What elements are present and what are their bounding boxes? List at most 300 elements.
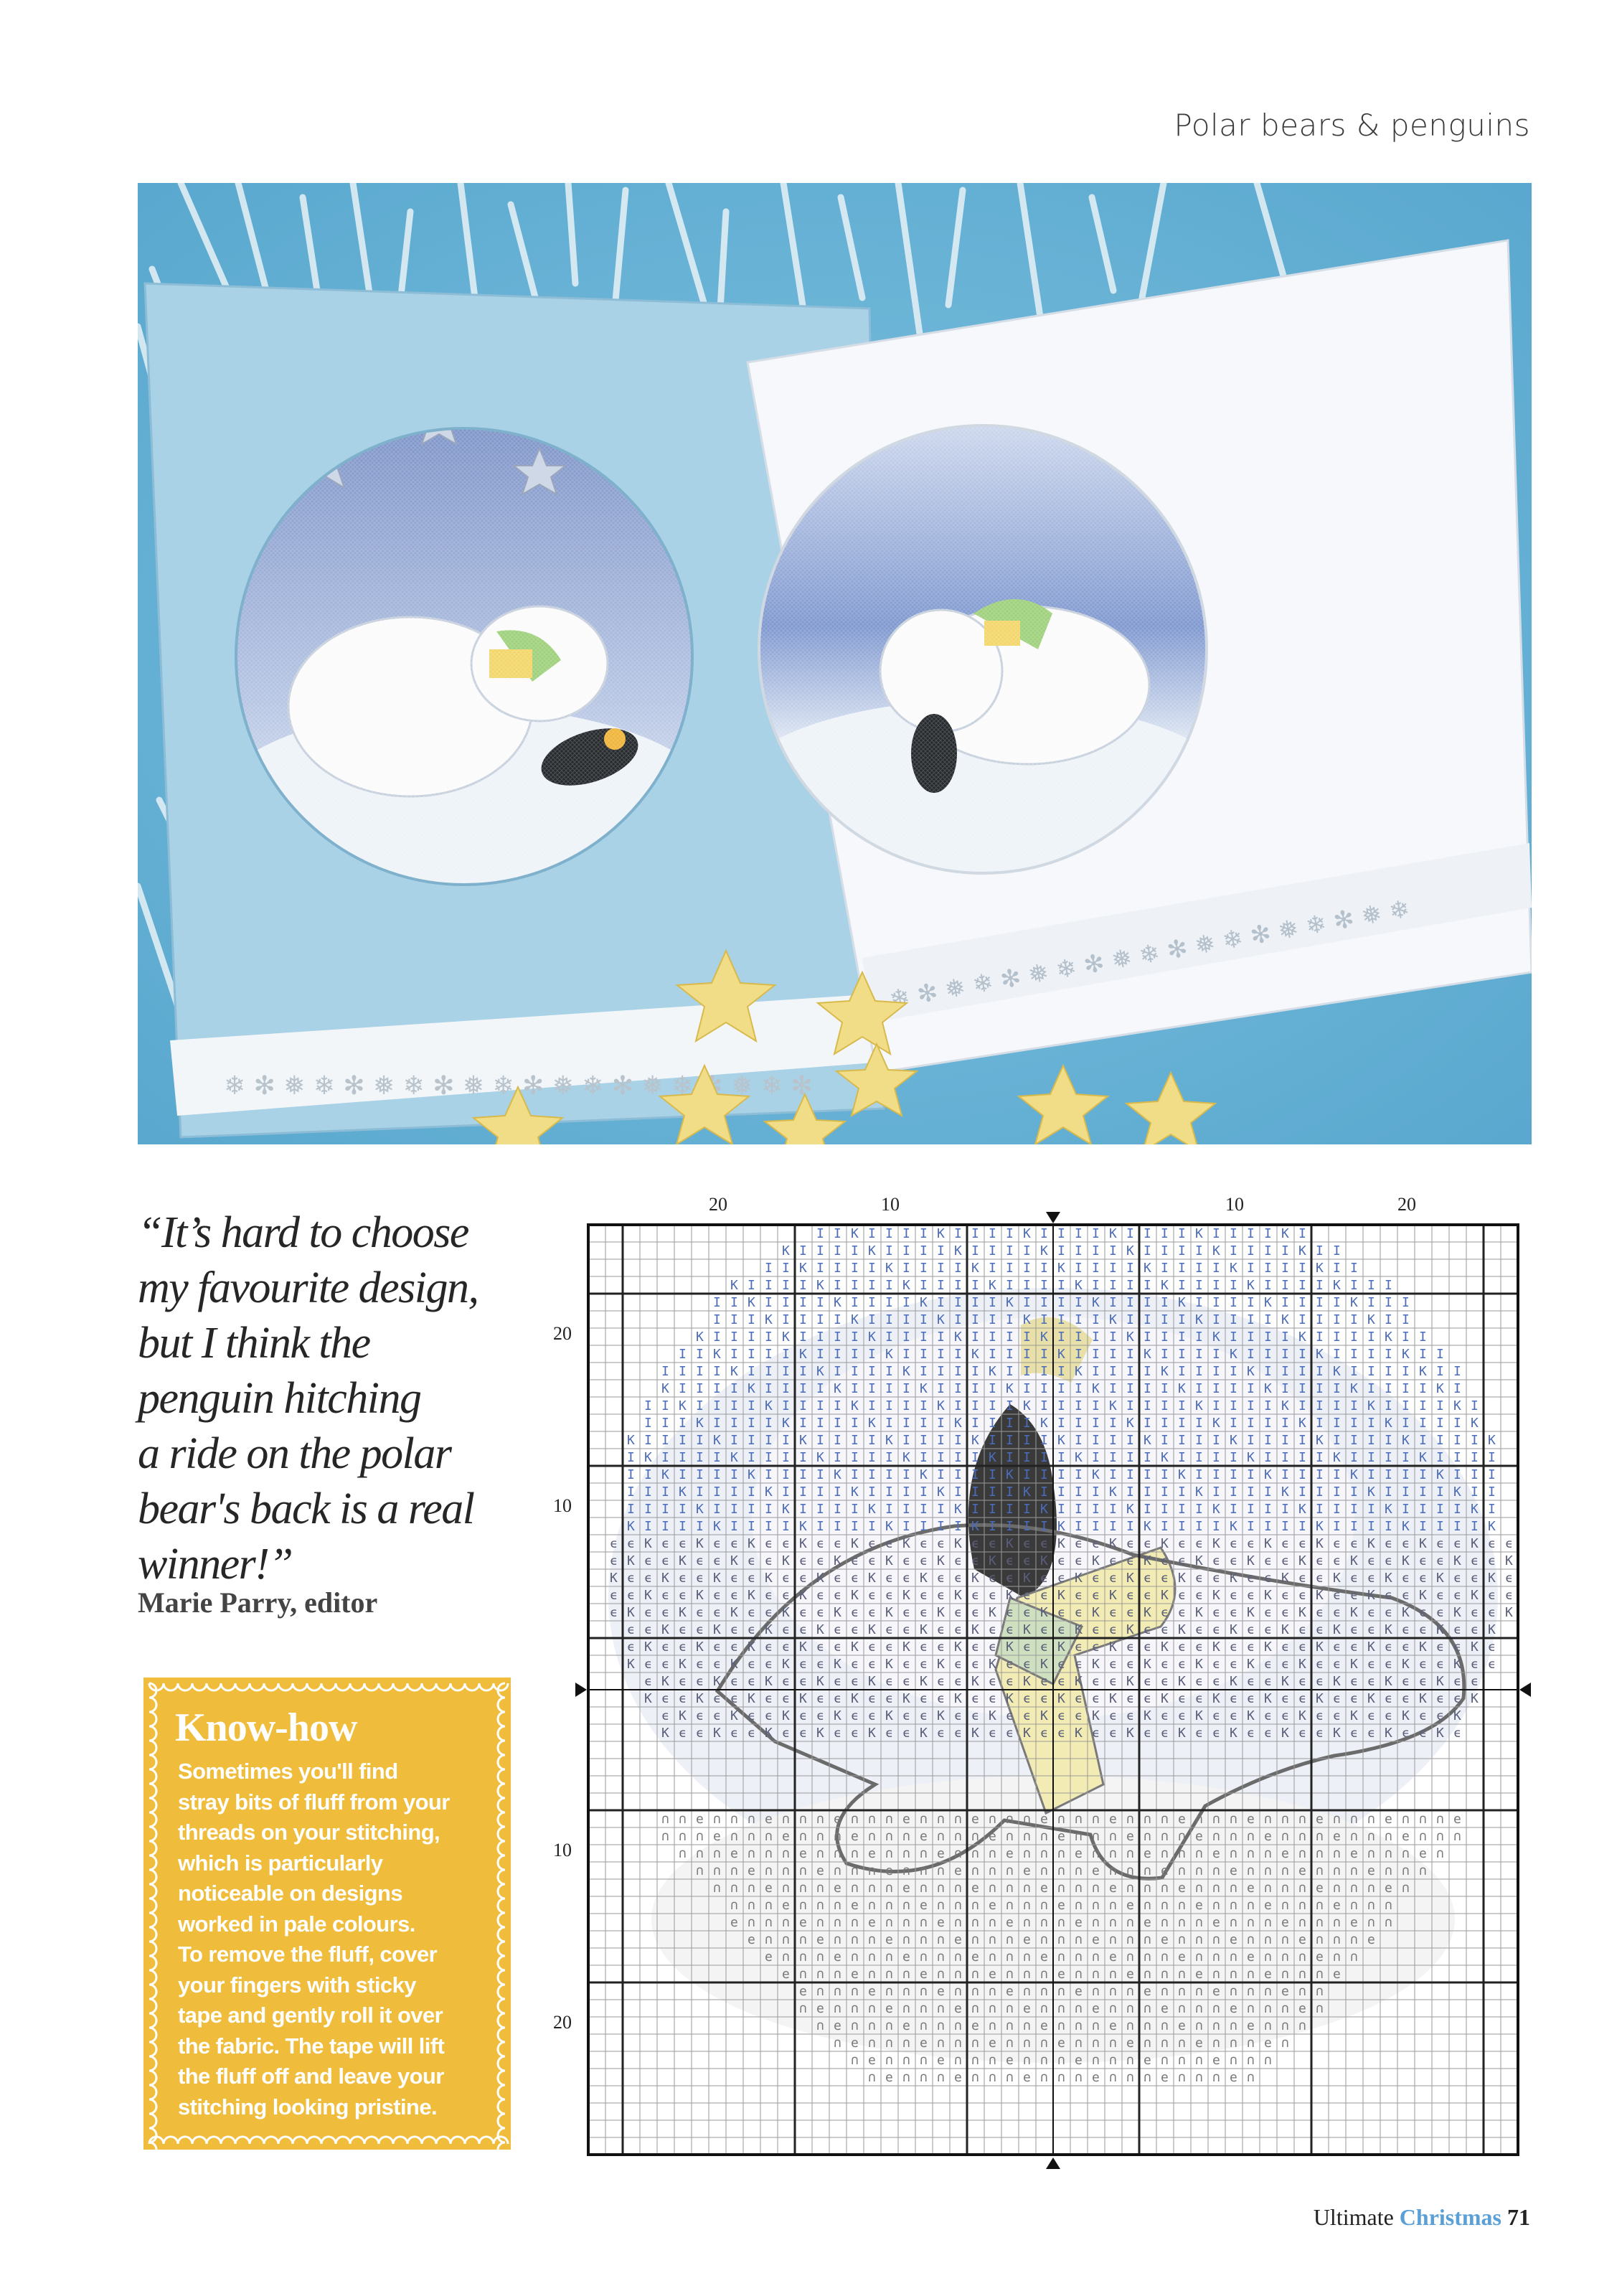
svg-text:∩: ∩ <box>816 1915 824 1930</box>
svg-text:I: I <box>730 1347 738 1362</box>
svg-text:K: K <box>1367 1639 1375 1655</box>
svg-text:∩: ∩ <box>1178 1915 1186 1930</box>
svg-text:I: I <box>989 1485 996 1500</box>
svg-text:ϵ: ϵ <box>799 1605 807 1620</box>
svg-text:ϵ: ϵ <box>661 1657 669 1672</box>
svg-text:∩: ∩ <box>1212 2018 1220 2033</box>
svg-text:K: K <box>920 1726 928 1741</box>
svg-text:I: I <box>1006 1364 1014 1379</box>
svg-text:∩: ∩ <box>1075 1967 1083 1982</box>
svg-text:ϵ: ϵ <box>782 1639 790 1655</box>
svg-text:∩: ∩ <box>920 1846 928 1861</box>
svg-text:I: I <box>1161 1398 1169 1413</box>
svg-text:ϵ: ϵ <box>799 1553 807 1568</box>
svg-text:K: K <box>1333 1450 1341 1465</box>
svg-text:I: I <box>1144 1243 1151 1258</box>
svg-text:I: I <box>782 1485 790 1500</box>
svg-text:∩: ∩ <box>1040 1915 1048 1930</box>
svg-text:I: I <box>1247 1381 1255 1396</box>
svg-text:I: I <box>679 1347 687 1362</box>
svg-text:I: I <box>1178 1226 1186 1241</box>
svg-text:I: I <box>937 1519 945 1534</box>
svg-text:I: I <box>1161 1261 1169 1276</box>
svg-text:I: I <box>644 1398 652 1413</box>
svg-text:I: I <box>1161 1295 1169 1310</box>
svg-text:I: I <box>1419 1347 1427 1362</box>
svg-text:∩: ∩ <box>1264 1846 1272 1861</box>
svg-text:I: I <box>1040 1261 1048 1276</box>
svg-text:∩: ∩ <box>799 1949 807 1965</box>
svg-text:K: K <box>834 1553 841 1568</box>
svg-text:K: K <box>1402 1553 1410 1568</box>
svg-text:ϵ: ϵ <box>661 1639 669 1655</box>
svg-text:I: I <box>1350 1330 1358 1345</box>
svg-text:I: I <box>1436 1519 1444 1534</box>
svg-text:K: K <box>1144 1433 1151 1448</box>
svg-text:I: I <box>868 1278 876 1293</box>
svg-text:∩: ∩ <box>1006 1829 1014 1844</box>
svg-text:K: K <box>696 1536 704 1551</box>
svg-text:K: K <box>1385 1330 1392 1345</box>
svg-text:I: I <box>1126 1312 1134 1327</box>
svg-text:K: K <box>1367 1588 1375 1603</box>
svg-text:K: K <box>1367 1398 1375 1413</box>
svg-text:I: I <box>1298 1261 1306 1276</box>
svg-text:∩: ∩ <box>1161 1898 1169 1913</box>
svg-text:I: I <box>920 1450 928 1465</box>
svg-text:I: I <box>748 1364 755 1379</box>
svg-text:I: I <box>1006 1502 1014 1517</box>
svg-text:I: I <box>765 1450 773 1465</box>
knowhow-line: the fluff off and leave your <box>178 2064 444 2089</box>
svg-text:I: I <box>971 1485 979 1500</box>
svg-text:I: I <box>1195 1467 1203 1482</box>
svg-text:ϵ: ϵ <box>1298 1674 1306 1689</box>
svg-text:K: K <box>679 1398 687 1413</box>
svg-text:I: I <box>1333 1295 1341 1310</box>
svg-text:I: I <box>1333 1502 1341 1517</box>
svg-text:e: e <box>1126 1898 1134 1913</box>
svg-text:K: K <box>971 1622 979 1637</box>
footer-prefix: Ultimate <box>1313 2204 1400 2230</box>
knowhow-line: the fabric. The tape will lift <box>178 2033 445 2059</box>
svg-text:ϵ: ϵ <box>885 1639 893 1655</box>
svg-text:∩: ∩ <box>1316 1829 1324 1844</box>
svg-text:e: e <box>1178 2018 1186 2033</box>
svg-text:I: I <box>902 1226 910 1241</box>
svg-text:ϵ: ϵ <box>1247 1639 1255 1655</box>
svg-text:I: I <box>1385 1398 1392 1413</box>
svg-text:I: I <box>816 1347 824 1362</box>
svg-text:ϵ: ϵ <box>644 1553 652 1568</box>
svg-text:∩: ∩ <box>1195 2070 1203 2085</box>
svg-text:K: K <box>1316 1347 1324 1362</box>
svg-text:I: I <box>661 1364 669 1379</box>
svg-text:∩: ∩ <box>1126 1812 1134 1827</box>
svg-text:K: K <box>1161 1450 1169 1465</box>
svg-text:ϵ: ϵ <box>765 1536 773 1551</box>
svg-text:ϵ: ϵ <box>1488 1605 1496 1620</box>
svg-text:ϵ: ϵ <box>1505 1536 1513 1551</box>
svg-text:e: e <box>748 1932 755 1947</box>
svg-text:∩: ∩ <box>1023 1812 1031 1827</box>
svg-text:ϵ: ϵ <box>661 1588 669 1603</box>
svg-text:ϵ: ϵ <box>1402 1588 1410 1603</box>
svg-text:I: I <box>1402 1485 1410 1500</box>
svg-text:I: I <box>1281 1467 1289 1482</box>
svg-text:ϵ: ϵ <box>1178 1657 1186 1672</box>
svg-text:∩: ∩ <box>1419 1829 1427 1844</box>
svg-text:I: I <box>1402 1364 1410 1379</box>
svg-text:I: I <box>782 1433 790 1448</box>
svg-text:I: I <box>1126 1485 1134 1500</box>
svg-text:∩: ∩ <box>1144 2001 1151 2016</box>
svg-text:K: K <box>1453 1605 1461 1620</box>
svg-text:∩: ∩ <box>902 1863 910 1878</box>
svg-text:K: K <box>713 1519 721 1534</box>
svg-text:K: K <box>696 1639 704 1655</box>
svg-text:∩: ∩ <box>868 1949 876 1965</box>
svg-text:I: I <box>1264 1416 1272 1431</box>
svg-text:I: I <box>1040 1398 1048 1413</box>
svg-text:I: I <box>1298 1364 1306 1379</box>
svg-text:∩: ∩ <box>937 1949 945 1965</box>
svg-text:K: K <box>782 1605 790 1620</box>
svg-text:∩: ∩ <box>1281 1881 1289 1896</box>
svg-text:∩: ∩ <box>679 1846 687 1861</box>
svg-text:ϵ: ϵ <box>1453 1639 1461 1655</box>
svg-text:ϵ: ϵ <box>1298 1726 1306 1741</box>
svg-text:K: K <box>1178 1467 1186 1482</box>
svg-text:I: I <box>713 1295 721 1310</box>
svg-text:❄ ✻ ❅ ❄ ✻ ❅ ❄ ✻ ❅ ❄ ✻ ❅ ❄ ✻ ❅: ❄ ✻ ❅ ❄ ✻ ❅ ❄ ✻ ❅ ❄ ✻ ❅ ❄ ✻ ❅ ❄ ✻ ❅ ❄ <box>887 894 1413 1015</box>
svg-text:K: K <box>1264 1588 1272 1603</box>
svg-text:∩: ∩ <box>1195 1846 1203 1861</box>
svg-text:e: e <box>1195 1829 1203 1844</box>
svg-text:∩: ∩ <box>920 1984 928 1999</box>
svg-text:ϵ: ϵ <box>1075 1639 1083 1655</box>
svg-text:e: e <box>971 1881 979 1896</box>
svg-text:K: K <box>679 1708 687 1723</box>
svg-text:K: K <box>1298 1243 1306 1258</box>
svg-text:K: K <box>1023 1398 1031 1413</box>
svg-text:ϵ: ϵ <box>1298 1571 1306 1586</box>
svg-text:ϵ: ϵ <box>1092 1674 1100 1689</box>
svg-text:∩: ∩ <box>1126 1881 1134 1896</box>
svg-text:I: I <box>1350 1364 1358 1379</box>
svg-text:K: K <box>1109 1691 1117 1706</box>
svg-text:e: e <box>1350 1846 1358 1861</box>
svg-text:I: I <box>937 1381 945 1396</box>
svg-text:I: I <box>1367 1381 1375 1396</box>
svg-text:∩: ∩ <box>730 1863 738 1878</box>
svg-text:I: I <box>1006 1416 1014 1431</box>
svg-text:∩: ∩ <box>1350 1898 1358 1913</box>
svg-text:I: I <box>816 1416 824 1431</box>
svg-text:ϵ: ϵ <box>696 1605 704 1620</box>
svg-text:∩: ∩ <box>816 1846 824 1861</box>
svg-text:K: K <box>902 1450 910 1465</box>
svg-text:K: K <box>868 1674 876 1689</box>
svg-text:ϵ: ϵ <box>1298 1536 1306 1551</box>
svg-text:I: I <box>834 1485 841 1500</box>
svg-text:e: e <box>1264 1829 1272 1844</box>
svg-text:ϵ: ϵ <box>1161 1708 1169 1723</box>
svg-text:∩: ∩ <box>1212 1812 1220 1827</box>
svg-text:K: K <box>713 1571 721 1586</box>
svg-text:K: K <box>1195 1485 1203 1500</box>
svg-text:ϵ: ϵ <box>902 1622 910 1637</box>
svg-text:I: I <box>834 1502 841 1517</box>
svg-text:K: K <box>765 1485 773 1500</box>
svg-text:I: I <box>1040 1278 1048 1293</box>
svg-text:∩: ∩ <box>1006 1949 1014 1965</box>
svg-text:I: I <box>1161 1243 1169 1258</box>
svg-text:∩: ∩ <box>696 1863 704 1878</box>
svg-text:K: K <box>1367 1485 1375 1500</box>
svg-text:I: I <box>1333 1485 1341 1500</box>
svg-text:ϵ: ϵ <box>954 1571 962 1586</box>
svg-text:K: K <box>1126 1416 1134 1431</box>
svg-text:ϵ: ϵ <box>1212 1571 1220 1586</box>
svg-text:e: e <box>989 1967 996 1982</box>
svg-text:K: K <box>902 1691 910 1706</box>
svg-text:∩: ∩ <box>1195 2018 1203 2033</box>
svg-text:I: I <box>1195 1347 1203 1362</box>
svg-text:K: K <box>989 1553 996 1568</box>
svg-text:I: I <box>902 1502 910 1517</box>
svg-text:ϵ: ϵ <box>661 1605 669 1620</box>
svg-text:e: e <box>971 1949 979 1965</box>
svg-text:I: I <box>1075 1519 1083 1534</box>
svg-text:I: I <box>1247 1485 1255 1500</box>
svg-text:e: e <box>1161 1863 1169 1878</box>
svg-text:ϵ: ϵ <box>679 1571 687 1586</box>
svg-text:∩: ∩ <box>730 1829 738 1844</box>
svg-text:∩: ∩ <box>1230 1812 1237 1827</box>
svg-text:ϵ: ϵ <box>1333 1605 1341 1620</box>
svg-text:ϵ: ϵ <box>851 1726 859 1741</box>
svg-text:I: I <box>954 1312 962 1327</box>
svg-text:∩: ∩ <box>937 2018 945 2033</box>
svg-text:I: I <box>902 1398 910 1413</box>
svg-text:ϵ: ϵ <box>1247 1674 1255 1689</box>
svg-text:K: K <box>765 1674 773 1689</box>
svg-text:∩: ∩ <box>1057 2018 1065 2033</box>
svg-text:K: K <box>1075 1364 1083 1379</box>
svg-text:ϵ: ϵ <box>730 1622 738 1637</box>
svg-text:I: I <box>868 1295 876 1310</box>
svg-text:∩: ∩ <box>1126 1984 1134 1999</box>
svg-text:∩: ∩ <box>851 1846 859 1861</box>
svg-text:∩: ∩ <box>1161 1812 1169 1827</box>
svg-text:∩: ∩ <box>1247 2070 1255 2085</box>
svg-text:I: I <box>989 1347 996 1362</box>
svg-text:K: K <box>1075 1278 1083 1293</box>
svg-text:ϵ: ϵ <box>1419 1726 1427 1741</box>
svg-text:∩: ∩ <box>1333 1915 1341 1930</box>
svg-text:I: I <box>937 1467 945 1482</box>
svg-text:ϵ: ϵ <box>1350 1691 1358 1706</box>
svg-text:K: K <box>1006 1588 1014 1603</box>
svg-text:∩: ∩ <box>971 1915 979 1930</box>
svg-text:∩: ∩ <box>1350 1949 1358 1965</box>
svg-text:I: I <box>748 1485 755 1500</box>
svg-text:ϵ: ϵ <box>1264 1571 1272 1586</box>
svg-text:K: K <box>1488 1433 1496 1448</box>
svg-text:I: I <box>1281 1416 1289 1431</box>
svg-text:K: K <box>799 1261 807 1276</box>
svg-text:I: I <box>868 1381 876 1396</box>
svg-text:e: e <box>1333 1898 1341 1913</box>
svg-text:I: I <box>834 1450 841 1465</box>
svg-text:K: K <box>954 1330 962 1345</box>
svg-text:∩: ∩ <box>971 2053 979 2068</box>
svg-text:∩: ∩ <box>1316 1984 1324 1999</box>
svg-text:∩: ∩ <box>971 1967 979 1982</box>
svg-text:∩: ∩ <box>1144 1812 1151 1827</box>
svg-text:∩: ∩ <box>971 2001 979 2016</box>
svg-text:I: I <box>1333 1243 1341 1258</box>
svg-text:I: I <box>937 1243 945 1258</box>
svg-text:K: K <box>1023 1226 1031 1241</box>
svg-text:K: K <box>1298 1657 1306 1672</box>
svg-text:I: I <box>902 1485 910 1500</box>
svg-text:∩: ∩ <box>1333 1881 1341 1896</box>
svg-text:∩: ∩ <box>1057 1881 1065 1896</box>
svg-text:ϵ: ϵ <box>1126 1553 1134 1568</box>
svg-text:K: K <box>1144 1657 1151 1672</box>
svg-text:K: K <box>1419 1639 1427 1655</box>
svg-text:I: I <box>1247 1502 1255 1517</box>
svg-text:K: K <box>782 1502 790 1517</box>
svg-text:I: I <box>696 1381 704 1396</box>
svg-text:I: I <box>1298 1519 1306 1534</box>
svg-text:I: I <box>1281 1502 1289 1517</box>
svg-text:I: I <box>834 1364 841 1379</box>
svg-text:K: K <box>1385 1571 1392 1586</box>
svg-text:∩: ∩ <box>1264 1915 1272 1930</box>
svg-text:∩: ∩ <box>1006 1898 1014 1913</box>
product-photo <box>138 183 1532 1144</box>
svg-text:K: K <box>1230 1347 1237 1362</box>
svg-text:ϵ: ϵ <box>1350 1588 1358 1603</box>
svg-text:K: K <box>1264 1536 1272 1551</box>
svg-text:∩: ∩ <box>834 2036 841 2051</box>
svg-text:I: I <box>1075 1398 1083 1413</box>
svg-text:ϵ: ϵ <box>1178 1536 1186 1551</box>
svg-text:∩: ∩ <box>1092 1881 1100 1896</box>
svg-text:I: I <box>713 1312 721 1327</box>
svg-text:I: I <box>834 1243 841 1258</box>
svg-text:I: I <box>799 1330 807 1345</box>
svg-text:K: K <box>920 1295 928 1310</box>
svg-text:∩: ∩ <box>1075 1829 1083 1844</box>
svg-text:e: e <box>971 1812 979 1827</box>
svg-text:I: I <box>1350 1519 1358 1534</box>
top-axis-label: 20 <box>1397 1194 1416 1215</box>
svg-text:I: I <box>1419 1416 1427 1431</box>
svg-text:ϵ: ϵ <box>765 1639 773 1655</box>
svg-text:K: K <box>696 1330 704 1345</box>
svg-text:K: K <box>816 1674 824 1689</box>
svg-text:∩: ∩ <box>1006 1881 1014 1896</box>
svg-text:∩: ∩ <box>954 1967 962 1982</box>
svg-text:I: I <box>644 1467 652 1482</box>
svg-text:I: I <box>748 1312 755 1327</box>
svg-text:ϵ: ϵ <box>937 1571 945 1586</box>
quote-line: penguin hitching <box>138 1374 421 1423</box>
svg-text:I: I <box>954 1519 962 1534</box>
svg-text:e: e <box>1023 1932 1031 1947</box>
svg-text:I: I <box>816 1381 824 1396</box>
svg-text:K: K <box>954 1536 962 1551</box>
svg-text:I: I <box>989 1416 996 1431</box>
svg-text:I: I <box>816 1467 824 1482</box>
svg-text:K: K <box>1264 1467 1272 1482</box>
svg-text:K: K <box>1385 1502 1392 1517</box>
svg-text:ϵ: ϵ <box>1505 1588 1513 1603</box>
svg-text:I: I <box>1316 1278 1324 1293</box>
svg-text:∩: ∩ <box>1178 1898 1186 1913</box>
svg-text:I: I <box>1247 1416 1255 1431</box>
svg-text:I: I <box>679 1433 687 1448</box>
svg-text:ϵ: ϵ <box>1040 1691 1048 1706</box>
svg-text:I: I <box>1023 1364 1031 1379</box>
svg-text:K: K <box>1385 1416 1392 1431</box>
svg-text:ϵ: ϵ <box>1023 1553 1031 1568</box>
svg-text:ϵ: ϵ <box>851 1674 859 1689</box>
svg-text:K: K <box>1488 1622 1496 1637</box>
svg-text:∩: ∩ <box>1126 1949 1134 1965</box>
svg-text:K: K <box>610 1571 618 1586</box>
svg-text:K: K <box>713 1622 721 1637</box>
svg-text:e: e <box>885 2070 893 2085</box>
svg-text:I: I <box>1264 1433 1272 1448</box>
svg-text:∩: ∩ <box>885 1984 893 1999</box>
svg-text:I: I <box>1006 1226 1014 1241</box>
svg-text:K: K <box>730 1278 738 1293</box>
svg-text:ϵ: ϵ <box>730 1536 738 1551</box>
svg-text:I: I <box>1212 1467 1220 1482</box>
svg-text:∩: ∩ <box>1178 2001 1186 2016</box>
svg-text:∩: ∩ <box>851 1881 859 1896</box>
svg-text:K: K <box>1333 1278 1341 1293</box>
svg-text:I: I <box>816 1330 824 1345</box>
svg-text:∩: ∩ <box>1040 1898 1048 1913</box>
svg-text:∩: ∩ <box>1075 1949 1083 1965</box>
svg-text:ϵ: ϵ <box>851 1553 859 1568</box>
svg-text:K: K <box>1195 1605 1203 1620</box>
svg-text:I: I <box>1264 1502 1272 1517</box>
svg-text:ϵ: ϵ <box>1436 1708 1444 1723</box>
svg-text:I: I <box>696 1364 704 1379</box>
svg-text:ϵ: ϵ <box>1006 1622 1014 1637</box>
svg-text:∩: ∩ <box>920 1863 928 1878</box>
svg-text:K: K <box>1212 1243 1220 1258</box>
svg-text:e: e <box>954 2070 962 2085</box>
svg-text:ϵ: ϵ <box>1075 1553 1083 1568</box>
svg-text:ϵ: ϵ <box>1419 1674 1427 1689</box>
svg-text:K: K <box>1281 1571 1289 1586</box>
svg-text:K: K <box>1453 1398 1461 1413</box>
svg-text:K: K <box>902 1588 910 1603</box>
svg-text:I: I <box>1230 1485 1237 1500</box>
svg-text:I: I <box>1126 1347 1134 1362</box>
svg-text:ϵ: ϵ <box>1402 1691 1410 1706</box>
svg-text:ϵ: ϵ <box>748 1657 755 1672</box>
svg-text:e: e <box>920 1829 928 1844</box>
